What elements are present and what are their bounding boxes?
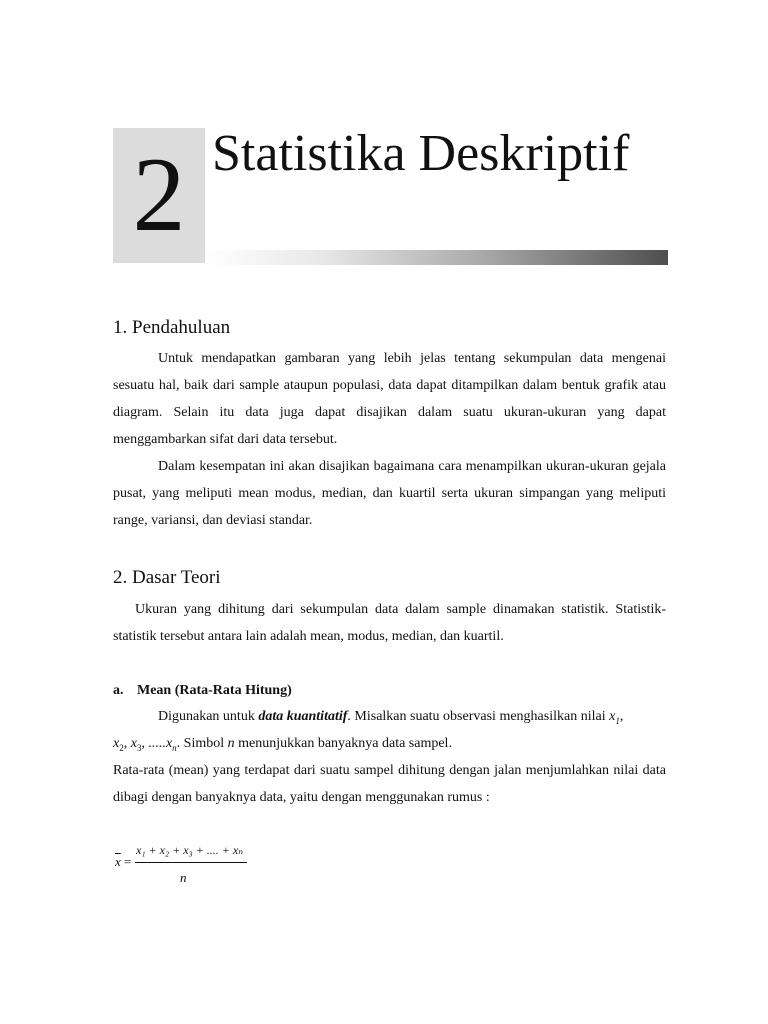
formula-numerator: x₁ + x₂ + x₃ + .... + xₙ: [136, 843, 244, 857]
formula-denominator: n: [180, 870, 187, 885]
subsection-title: Mean (Rata-Rata Hitung): [137, 683, 292, 698]
paragraph-pendahuluan-1: Untuk mendapatkan gambaran yang lebih jelas tentang sekumpulan data mengenai sesuatu hal, baik dari sample ataupun populasi, data dapat ditampilkan dalam bentuk grafik atau diagram. Selain itu data juga dapat disajikan dalam suatu ukuran-ukuran yang dapat menggambarkan sifat dari data tersebut.: [113, 351, 666, 447]
mean-line-2-text-post: menunjukkan banyaknya data sampel.: [234, 736, 452, 751]
var-xn: .....x: [148, 736, 173, 751]
sub-1: 1: [615, 715, 620, 726]
sub-3: 3: [136, 742, 142, 753]
formula-lhs: [115, 854, 131, 870]
var-x1: x: [609, 709, 616, 724]
paragraph-mean-definition: Rata-rata (mean) yang terdapat dari suatu sampel dihitung dengan jalan menjumlahkan nilai data dibagi dengan banyaknya data, yaitu dengan menggunakan rumus :: [113, 763, 666, 805]
mean-line-1: Digunakan untuk data kuantitatif. Misalkan suatu observasi menghasilkan nilai $x_1$,: [158, 709, 624, 726]
formula-xbar: $\overline{x}$: [115, 854, 121, 869]
chapter-number-box: [113, 128, 205, 263]
title-gradient-rule: [205, 250, 668, 265]
sub-2: 2: [119, 742, 124, 753]
paragraph-pendahuluan-2: Dalam kesempatan ini akan disajikan bagaimana cara menampilkan ukuran-ukuran gejala pusat, yang meliputi mean modus, median, dan kuartil serta ukuran simpangan yang meliputi range, variansi, dan deviasi standar.: [113, 459, 666, 528]
subsection-heading-mean: [113, 680, 292, 702]
section-heading-pendahuluan: 1. Pendahuluan: [113, 317, 231, 338]
subsection-marker: a.: [113, 683, 124, 698]
paragraph-dasar-teori: Ukuran yang dihitung dari sekumpulan data dalam sample dinamakan statistik. Statistik-statistik tersebut antara lain adalah mean, modus, median, dan kuartil.: [113, 602, 666, 644]
formula-equals: =: [120, 854, 132, 869]
chapter-title: Statistika Deskriptif: [212, 125, 630, 182]
mean-formula: [113, 840, 253, 890]
mean-line-1-text: Digunakan untuk: [158, 709, 259, 724]
term-data-kuantitatif: data kuantitatif: [258, 709, 348, 724]
sub-n: n: [172, 742, 177, 753]
formula-fraction-line: [135, 862, 247, 863]
var-n: n: [227, 736, 235, 751]
section-heading-dasar-teori: 2. Dasar Teori: [113, 567, 221, 588]
var-x3: x: [130, 736, 137, 751]
mean-line-2: $x_2$, $x_3$, $.....x_n$. Simbol n menunjukkan banyaknya data sampel.: [113, 736, 452, 753]
chapter-number: 2: [132, 136, 186, 253]
var-x2: x: [113, 736, 120, 751]
mean-line-1-text-post: . Misalkan suatu observasi menghasilkan nilai: [347, 709, 610, 724]
mean-line-2-text: . Simbol: [176, 736, 228, 751]
